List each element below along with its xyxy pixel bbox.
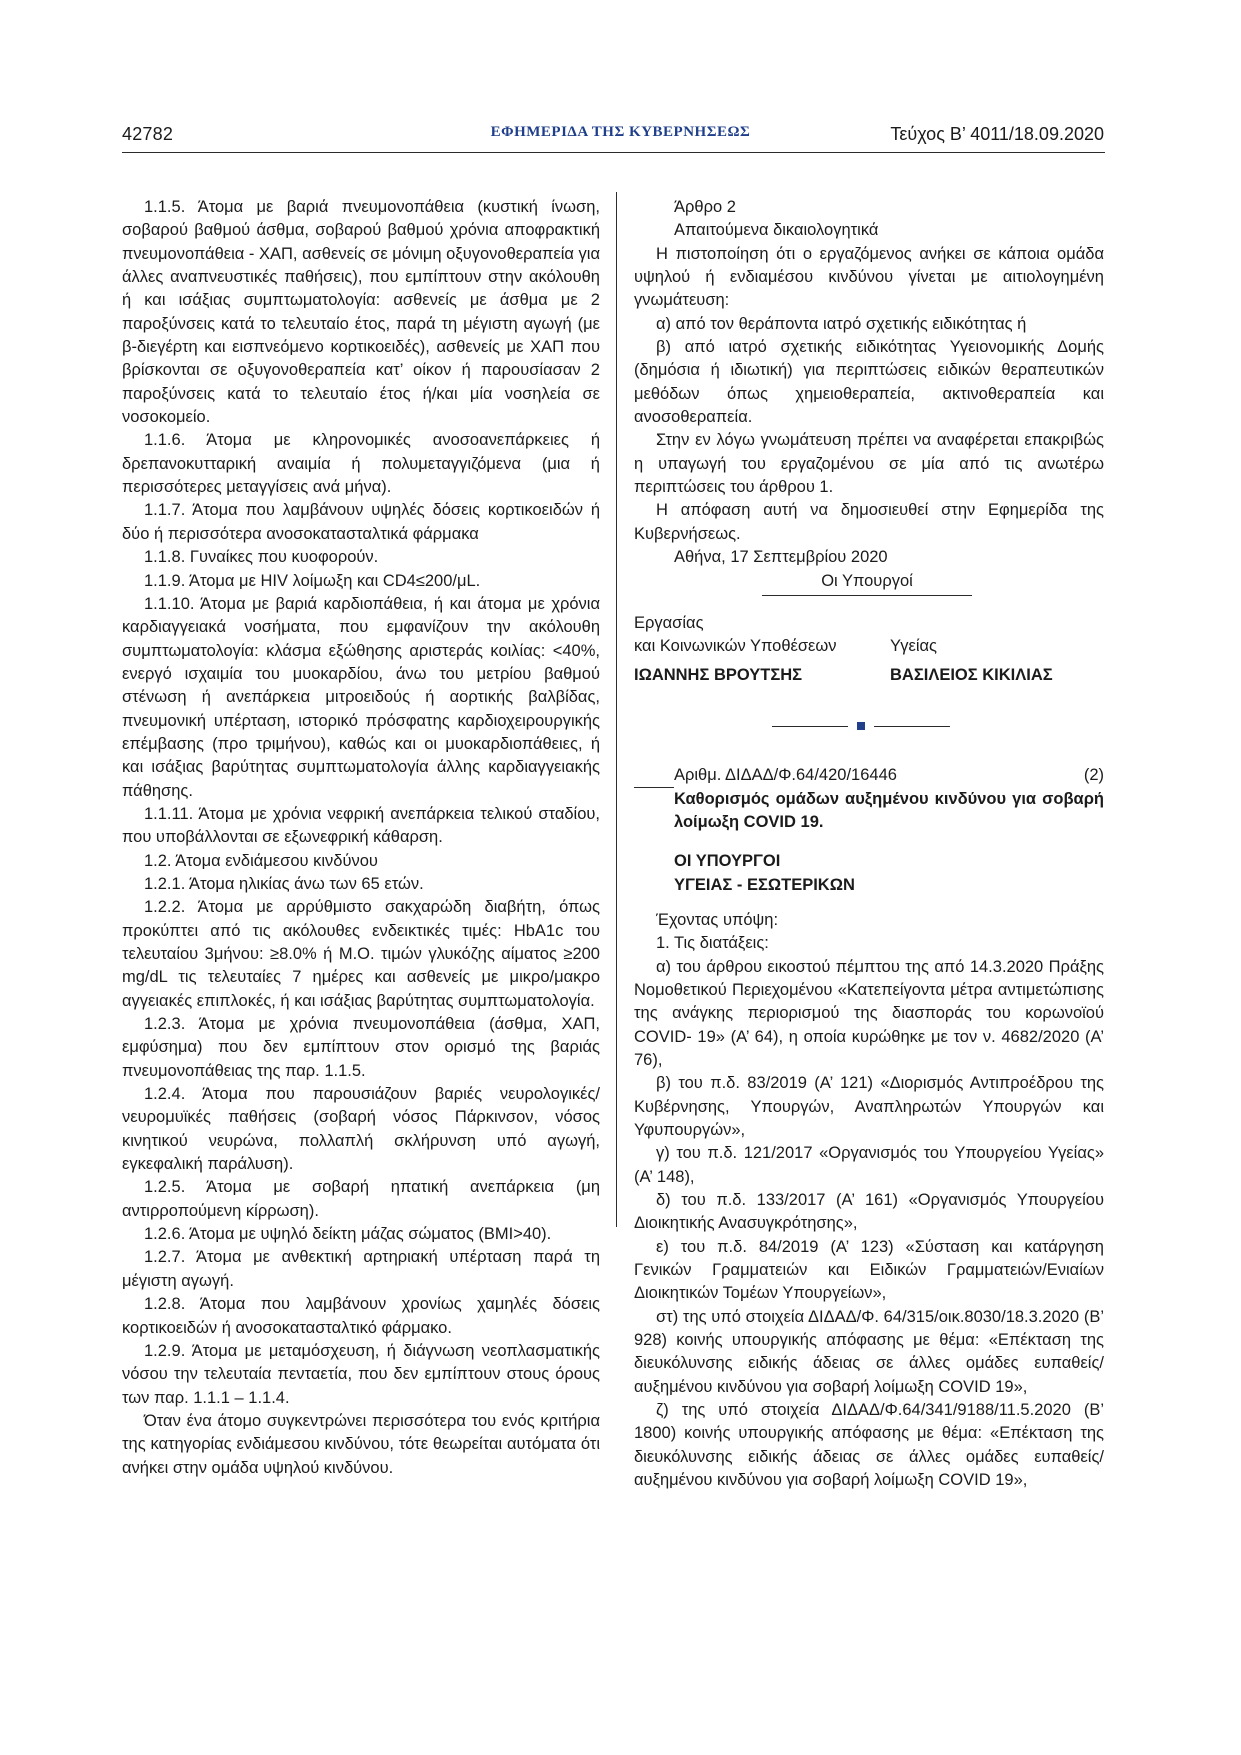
paragraph-1-1-10: 1.1.10. Άτομα με βαριά καρδιοπάθεια, ή και άτομα με χρόνια καρδιαγγειακά νοσήματα, που εμφανίζουν την ακόλουθη συμπτωματολογία: κλάσμα εξώθησης αριστεράς κοιλίας: <40%, ενεργό ισχαιμία του μυοκαρδίου, άνω του μετρίου βαθμού στένωση ή ανεπάρκεια μιτροειδούς ή αορτικής βαλβίδας, πνευμονική υπέρταση, ιστορικό πρόσφατης καρδιοχειρουργικής επέμβασης (προ τριμήνου), καθώς και οι μυοκαρδιοπάθειες, ή και ισάξιας βαρύτητας συμπτωματολογία άλλης καρδιαγγειακής πάθησης. (122, 594, 600, 800)
paragraph-1-1-8: 1.1.8. Γυναίκες που κυοφορούν. (144, 548, 379, 567)
paragraph-1-1-6: 1.1.6. Άτομα με κληρονομικές ανοσοανεπάρκειες ή δρεπανοκυτταρική αναιμία ή πολυμεταγγιζόμενα (μια ή περισσότερες μεταγγίσεις ανά μήνα). (122, 431, 600, 497)
ministers-heading-line1: ΟΙ ΥΠΟΥΡΓΟΙ (674, 852, 781, 871)
paragraph-1-2-4: 1.2.4. Άτομα που παρουσιάζουν βαριές νευρολογικές/νευρομυϊκές παθήσεις (σοβαρή νόσος Πάρκινσον, νόσος κινητικού νευρώνα, πολλαπλή σκλήρυνση υπό αγωγή, εγκεφαλική παράλυση). (122, 1085, 600, 1174)
article-paragraph: Στην εν λόγω γνωμάτευση πρέπει να αναφέρεται επακριβώς η υπαγωγή του εργαζομένου σε μία από τις ανωτέρω περιπτώσεις του άρθρου 1. (634, 431, 1104, 497)
paragraph-1-2: 1.2. Άτομα ενδιάμεσου κινδύνου (144, 851, 378, 870)
decision-paragraph: 1. Τις διατάξεις: (656, 934, 769, 953)
paragraph-1-2-8: 1.2.8. Άτομα που λαμβάνουν χρονίως χαμηλές δόσεις κορτικοειδών ή ανοσοκατασταλτικό φάρμακο. (122, 1295, 600, 1337)
ministry-labour-line2: και Κοινωνικών Υποθέσεων (634, 636, 837, 655)
ministers-heading-line2: ΥΓΕΙΑΣ - ΕΣΩΤΕΡΙΚΩΝ (674, 875, 855, 894)
decision-title: Καθορισμός ομάδων αυξημένου κινδύνου για σοβαρή λοίμωξη COVID 19. (674, 789, 1104, 831)
minister-labour-name: ΙΩΑΝΝΗΣ ΒΡΟΥΤΣΗΣ (634, 666, 803, 685)
decision-paragraph: ε) του π.δ. 84/2019 (Α’ 123) «Σύσταση και κατάργηση Γενικών Γραμματειών και Ειδικών Γραμματειών/Ενιαίων Διοικητικών Τομέων Υπουργείων», (634, 1237, 1104, 1303)
column-separator (616, 192, 617, 1227)
decision-paragraph: α) του άρθρου εικοστού πέμπτου της από 14.3.2020 Πράξης Νομοθετικού Περιεχομένου «Κατεπείγοντα μέτρα αντιμετώπισης της ανάγκης περιορισμού της διασποράς του κορωνοϊού COVID- 19» (Α’ 64), η οποία κυρώθηκε με τον ν. 4682/2020 (Α’ 76), (634, 957, 1104, 1069)
ministers-label-row (634, 570, 1104, 600)
decision-reference-row (634, 764, 1104, 788)
header-rule (122, 152, 1105, 153)
issue-reference: Τεύχος B’ 4011/18.09.2020 (890, 124, 1104, 144)
ministers-rule (762, 595, 972, 596)
paragraph-1-2-2: 1.2.2. Άτομα με αρρύθμιστο σακχαρώδη διαβήτη, όπως προκύπτει από τις ακόλουθες ενδεικτικές τιμές: HbA1c του τελευταίου 3μήνου: ≥8.0% ή Μ.Ο. τιμών γλυκόζης αίματος ≥200 mg/dL τις τελευταίες 7 ημέρες και ασθενείς με μικρο/μακρο αγγειακές επιπλοκές, ή και ισάξιας βαρύτητας συμπτωματολογία. (122, 898, 600, 1010)
decision-paragraph: Έχοντας υπόψη: (656, 910, 779, 929)
section-divider (634, 712, 1104, 742)
decision-paragraph: γ) του π.δ. 121/2017 «Οργανισμός του Υπουργείου Υγείας» (Α’ 148), (634, 1144, 1104, 1186)
article-paragraph: Η απόφαση αυτή να δημοσιευθεί στην Εφημερίδα της Κυβερνήσεως. (634, 501, 1104, 543)
right-column (634, 196, 1104, 1492)
decision-rule (634, 787, 674, 788)
paragraph-1-2-9: 1.2.9. Άτομα με μεταμόσχευση, ή διάγνωση νεοπλασματικής νόσου την τελευταία πενταετία, που δεν εμπίπτουν στους όρους των παρ. 1.1.1 – 1.1.4. (122, 1341, 600, 1407)
signature-health (890, 612, 1104, 688)
ministry-labour-line1: Εργασίας (634, 613, 704, 632)
decision-paragraph: β) του π.δ. 83/2019 (Α’ 121) «Διορισμός Αντιπροέδρου της Κυβέρνησης, Υπουργών, Αναπληρωτών Υπουργών και Υφυπουργών», (634, 1074, 1104, 1139)
signatures (634, 612, 1104, 708)
paragraph-1-1-5: 1.1.5. Άτομα με βαριά πνευμονοπάθεια (κυστική ίνωση, σοβαρού βαθμού άσθμα, σοβαρού βαθμού χρόνια αποφρακτική πνευμονοπάθεια - ΧΑΠ, ασθενείς σε μόνιμη οξυγονοθεραπεία για άλλες αναπνευστικές παθήσεις), που εμπίπτουν στην ακόλουθη ή και ισάξιας συμπτωματολογία: ασθενείς με άσθμα με 2 παροξύνσεις κατά το τελευταίο έτος, παρά τη μέγιστη αγωγή (με β-διεγέρτη και εισπνεόμενο κορτικοειδές), ασθενείς με ΧΑΠ που βρίσκονται σε οξυγονοθεραπεία κατ’ οίκον ή παρουσίασαν 2 παροξύνσεις κατά το τελευταίο έτος ή/και μία νοσηλεία σε νοσοκομείο. (122, 198, 601, 427)
paragraph-1-2-7: 1.2.7. Άτομα με ανθεκτική αρτηριακή υπέρταση παρά τη μέγιστη αγωγή. (122, 1248, 600, 1290)
paragraph-combined-criteria: Όταν ένα άτομο συγκεντρώνει περισσότερα του ενός κριτήρια της κατηγορίας ενδιάμεσου κινδύνου, τότε θεωρείται αυτόματα ότι ανήκει στην ομάδα υψηλού κινδύνου. (122, 1411, 600, 1477)
paragraph-1-1-11: 1.1.11. Άτομα με χρόνια νεφρική ανεπάρκεια τελικού σταδίου, που υποβάλλονται σε εξωνεφρική κάθαρση. (122, 804, 600, 847)
paragraph-1-2-6: 1.2.6. Άτομα με υψηλό δείκτη μάζας σώματος (BMI>40). (144, 1225, 552, 1244)
decision-number: (2) (1083, 765, 1104, 784)
ministers-label: Οι Υπουργοί (821, 571, 913, 590)
place-date: Αθήνα, 17 Σεπτεμβρίου 2020 (674, 548, 888, 567)
divider-square (857, 722, 865, 730)
page-number: 42782 (122, 124, 174, 144)
ministry-health: Υγείας (890, 636, 937, 655)
decision-paragraph: δ) του π.δ. 133/2017 (Α’ 161) «Οργανισμός Υπουργείου Διοικητικής Ανασυγκρότησης», (634, 1191, 1104, 1233)
paragraph-1-2-1: 1.2.1. Άτομα ηλικίας άνω των 65 ετών. (144, 874, 424, 893)
paragraph-1-1-9: 1.1.9. Άτομα με HIV λοίμωξη και CD4≤200/μL. (144, 571, 481, 590)
paragraph-1-2-5: 1.2.5. Άτομα με σοβαρή ηπατική ανεπάρκεια (μη αντιρροπούμενη κίρρωση). (122, 1178, 600, 1220)
minister-health-name: ΒΑΣΙΛΕΙΟΣ ΚΙΚΙΛΙΑΣ (890, 666, 1053, 685)
paragraph-1-2-3: 1.2.3. Άτομα με χρόνια πνευμονοπάθεια (άσθμα, ΧΑΠ, εμφύσημα) που δεν εμπίπτουν στον ορισμό της βαριάς πνευμονοπάθειας της παρ. 1.1.5. (122, 1015, 600, 1080)
article-paragraph: β) από ιατρό σχετικής ειδικότητας Υγειονομικής Δομής (δημόσια ή ιδιωτική) για περιπτώσεις ειδικών θεραπευτικών μεθόδων όπως χημειοθεραπεία, ακτινοθεραπεία και ανοσοθεραπεία. (634, 338, 1104, 427)
article-subtitle: Απαιτούμενα δικαιολογητικά (674, 221, 879, 240)
signature-labour (634, 612, 874, 688)
article-title: Άρθρο 2 (674, 198, 736, 216)
article-paragraph: α) από τον θεράποντα ιατρό σχετικής ειδικότητας ή (656, 314, 1027, 333)
article-paragraph: Η πιστοποίηση ότι ο εργαζόμενος ανήκει σε κάποια ομάδα υψηλού ή ενδιαμέσου κινδύνου γίνεται με αιτιολογημένη γνωμάτευση: (634, 244, 1104, 310)
gazette-title: ΕΦΗΜΕΡΙΔΑ ΤΗΣ ΚΥΒΕΡΝΗΣΕΩΣ (490, 124, 751, 140)
decision-paragraph: ζ) της υπό στοιχεία ΔΙΔΑΔ/Φ.64/341/9188/11.5.2020 (Β’ 1800) κοινής υπουργικής απόφασης με θέμα: «Επέκταση της διευκόλυνσης ειδικής άδειας σε άλλες ομάδες ευπαθείς/αυξημένου κινδύνου για σοβαρή λοίμωξη COVID 19», (634, 1401, 1104, 1490)
divider-line-right (874, 726, 950, 727)
paragraph-1-1-7: 1.1.7. Άτομα που λαμβάνουν υψηλές δόσεις κορτικοειδών ή δύο ή περισσότερα ανοσοκατασταλτικά φάρμακα (122, 501, 600, 543)
divider-line-left (772, 726, 848, 727)
decision-ministers-heading (634, 850, 1104, 897)
decision-paragraph: στ) της υπό στοιχεία ΔΙΔΑΔ/Φ. 64/315/οικ.8030/18.3.2020 (Β’ 928) κοινής υπουργικής απόφασης με θέμα: «Επέκταση της διευκόλυνσης ειδικής άδειας σε άλλες ομάδες ευπαθείς/αυξημένου κινδύνου για σοβαρή λοίμωξη COVID 19», (634, 1307, 1104, 1396)
decision-reference: Αριθμ. ΔΙΔΑΔ/Φ.64/420/16446 (674, 765, 897, 784)
spacer (890, 612, 1104, 635)
left-column (122, 196, 600, 1480)
